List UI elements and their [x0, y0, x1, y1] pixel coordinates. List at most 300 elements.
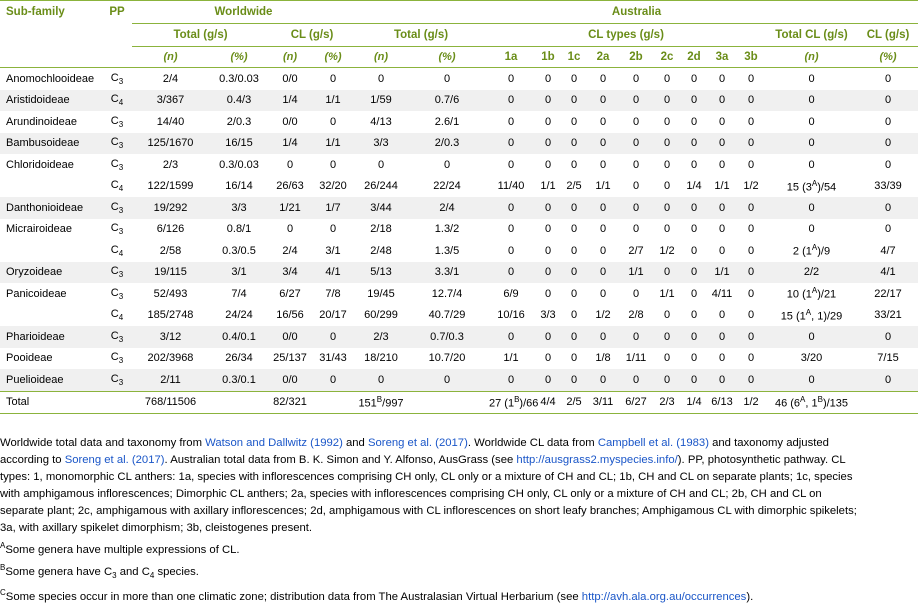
subfamily-cell: Panicoideae	[6, 287, 67, 300]
table-row	[0, 305, 918, 327]
value-cell: 60/299	[364, 309, 398, 322]
value-cell: 0	[544, 244, 552, 257]
header-row-3	[0, 47, 918, 68]
value-cell: 0	[561, 369, 587, 391]
header-type: 2c	[653, 47, 681, 68]
table-body	[0, 68, 918, 414]
value-cell: 5/13	[355, 262, 407, 284]
value-cell: 0/0	[269, 326, 311, 348]
total-cell	[311, 391, 355, 413]
value-cell: 0	[747, 158, 755, 171]
value-cell: 22/24	[433, 180, 461, 193]
value-cell: 0	[707, 90, 737, 112]
subfamily-cell	[0, 176, 102, 198]
table-row	[0, 90, 918, 112]
subfamily-cell: Puelioideae	[0, 369, 102, 391]
value-cell: 0	[632, 180, 640, 193]
value-cell: 0/0	[269, 369, 311, 391]
value-cell: 0	[561, 90, 587, 112]
header-ww-cl: CL (g/s)	[269, 24, 355, 47]
value-cell: 10.7/20	[428, 352, 466, 365]
value-cell: 0	[570, 244, 578, 257]
header-subfamily: Sub-family	[0, 1, 102, 24]
value-cell: 0	[653, 369, 681, 391]
value-cell: 3/20	[800, 352, 823, 365]
total-label: Total	[0, 391, 102, 413]
value-cell: 0	[653, 90, 681, 112]
subfamily-cell	[0, 240, 102, 262]
value-cell: 26/34	[225, 352, 253, 365]
value-cell: 0	[718, 115, 726, 128]
subfamily-cell: Bambusoideae	[0, 133, 102, 155]
value-cell: 202/3968	[147, 352, 194, 365]
value-cell: 0	[808, 72, 815, 85]
value-cell: 10 $(1^A)/21$	[786, 286, 837, 302]
value-cell: 0	[681, 133, 707, 155]
value-cell: 1/2	[659, 244, 675, 257]
value-cell: 15 $(3^A)/54$	[786, 178, 837, 194]
value-cell: 3/1	[209, 262, 269, 284]
total-cell: 1/2	[737, 391, 765, 413]
pathway-cell: $C_3$	[102, 262, 132, 284]
value-cell: 0	[690, 72, 698, 85]
total-cell: 6/27	[619, 391, 653, 413]
value-cell: 26/63	[276, 180, 304, 193]
value-cell: 1/7	[311, 197, 355, 219]
value-cell: 0	[443, 72, 451, 85]
value-cell: 0	[544, 72, 552, 85]
value-cell: 0	[599, 244, 607, 257]
subfamily-cell: Micrairoideae	[6, 223, 73, 236]
value-cell: 0	[858, 133, 918, 155]
value-cell: 16/15	[209, 133, 269, 155]
header-pp: PP	[102, 1, 132, 24]
value-cell: 0	[599, 223, 607, 236]
value-cell: 0	[561, 262, 587, 284]
value-cell: 7/4	[231, 287, 247, 300]
value-cell: 0	[707, 133, 737, 155]
value-cell: 0	[535, 262, 561, 284]
value-cell: 2/11	[132, 369, 209, 391]
value-cell: 0	[632, 158, 640, 171]
table-row	[0, 240, 918, 262]
value-cell: 0	[653, 262, 681, 284]
value-cell: 1/1	[707, 262, 737, 284]
value-cell: 0	[808, 158, 815, 171]
value-cell: 6/9	[503, 287, 519, 300]
value-cell: 0	[747, 352, 755, 365]
value-cell: 0	[544, 287, 552, 300]
header-type: 2d	[681, 47, 707, 68]
value-cell: 185/2748	[147, 309, 194, 322]
value-cell: 22/17	[874, 287, 902, 300]
table-row	[0, 133, 918, 155]
value-cell: 1/1	[714, 180, 730, 193]
value-cell: 0	[561, 197, 587, 219]
value-cell: 3/44	[355, 197, 407, 219]
value-cell: 0	[329, 158, 337, 171]
header-pct: (%)	[407, 47, 487, 68]
pathway-cell: $C_4$	[110, 308, 124, 323]
value-cell: 0	[690, 352, 698, 365]
value-cell: 6/126	[156, 223, 185, 236]
value-cell: 0	[737, 197, 765, 219]
header-cl-types: CL types (g/s)	[487, 24, 765, 47]
pathway-cell: $C_3$	[102, 369, 132, 391]
value-cell: 0	[619, 133, 653, 155]
value-cell: 2/8	[628, 309, 644, 322]
value-cell: 0	[690, 244, 698, 257]
subfamily-cell: Oryzoideae	[0, 262, 102, 284]
total-cell: $151^B/997$	[355, 391, 407, 413]
total-cell: 2/3	[653, 391, 681, 413]
subfamily-cell	[0, 305, 102, 327]
value-cell: 0	[561, 133, 587, 155]
value-cell: 0	[544, 115, 552, 128]
value-cell: 0	[570, 158, 578, 171]
value-cell: 4/1	[311, 262, 355, 284]
total-cell	[407, 391, 487, 413]
value-cell: 3/12	[132, 326, 209, 348]
value-cell: 1/8	[595, 352, 611, 365]
value-cell: 0	[858, 326, 918, 348]
table-row	[0, 262, 918, 284]
header-n: (n)	[355, 47, 407, 68]
value-cell: 19/292	[132, 197, 209, 219]
total-cell: 6/13	[707, 391, 737, 413]
total-cell	[209, 391, 269, 413]
value-cell: 0	[653, 197, 681, 219]
value-cell: 0	[663, 72, 671, 85]
subfamily-cell: Pooideae	[6, 352, 53, 365]
value-cell: 0	[286, 223, 294, 236]
value-cell: 0	[718, 352, 726, 365]
value-cell: 0	[765, 197, 858, 219]
value-cell: 0	[681, 197, 707, 219]
value-cell: 0	[747, 244, 755, 257]
value-cell: 0	[487, 197, 535, 219]
value-cell: 0	[570, 223, 578, 236]
value-cell: 0	[707, 369, 737, 391]
footnote-b: $^B$Some genera have $C_3$ and $C_4$ species.	[0, 562, 199, 580]
value-cell: 0	[718, 309, 726, 322]
value-cell: 0.7/0.3	[407, 326, 487, 348]
pathway-cell: $C_3$	[110, 351, 124, 366]
value-cell: 0	[747, 115, 755, 128]
value-cell: 0	[587, 262, 619, 284]
value-cell: 0	[808, 223, 815, 236]
value-cell: 10/16	[497, 309, 525, 322]
value-cell: 0.3/0.5	[222, 244, 256, 257]
value-cell: 0	[507, 244, 515, 257]
pathway-cell: $C_4$	[102, 90, 132, 112]
header-cl-gs: CL (g/s)	[858, 24, 918, 47]
citation-link[interactable]: Campbell et al. (1983)	[597, 437, 709, 449]
value-cell: 0	[653, 133, 681, 155]
pathway-cell: $C_3$	[110, 71, 124, 86]
value-cell: 0	[663, 352, 671, 365]
value-cell: 0	[663, 309, 671, 322]
value-cell: 2/18	[370, 223, 392, 236]
value-cell: 0	[377, 72, 385, 85]
value-cell: 2/5	[566, 180, 582, 193]
value-cell: 0	[718, 244, 726, 257]
value-cell: 1/21	[269, 197, 311, 219]
value-cell: 0	[632, 287, 640, 300]
value-cell: 2/2	[765, 262, 858, 284]
value-cell: 0	[599, 115, 607, 128]
value-cell: 19/115	[132, 262, 209, 284]
value-cell: 24/24	[225, 309, 253, 322]
table-notes	[0, 435, 866, 606]
value-cell: 1.3/5	[434, 244, 460, 257]
header-ww-total: Total (g/s)	[132, 24, 269, 47]
footnote-c: $^C$Some species occur in more than one climatic zone; distribution data from The Australasian Virtual Herbarium (see http://avh.ala.org.au/occurrences).	[0, 587, 754, 603]
total-cell: 1/4	[681, 391, 707, 413]
header-type: 1a	[487, 47, 535, 68]
value-cell: 0.3/0.1	[209, 369, 269, 391]
header-n: (n)	[132, 47, 209, 68]
value-cell: 0	[765, 369, 858, 391]
value-cell: 0	[737, 326, 765, 348]
value-cell: 0	[377, 158, 385, 171]
value-cell: 1/1	[540, 180, 556, 193]
value-cell: 0	[690, 158, 698, 171]
citation-link[interactable]: Soreng et al. (2017)	[367, 437, 468, 449]
subfamily-cell: Danthonioideae	[0, 197, 102, 219]
total-cell: 2/5	[561, 391, 587, 413]
total-cell: 46 ($6^A$, $1^B)/135$	[765, 391, 858, 413]
value-cell: 15 ($1^A$, 1)/29	[780, 307, 843, 323]
value-cell: 0	[561, 326, 587, 348]
value-cell: 2 $(1^A)/9$	[792, 243, 831, 259]
header-worldwide: Worldwide	[132, 1, 355, 24]
value-cell: 2/4	[407, 197, 487, 219]
value-cell: 0	[737, 90, 765, 112]
value-cell: 2.6/1	[434, 115, 460, 128]
value-cell: 0	[663, 158, 671, 171]
value-cell: 0	[587, 133, 619, 155]
pathway-cell: $C_3$	[110, 222, 124, 237]
value-cell: 0	[507, 115, 515, 128]
value-cell: 0	[535, 133, 561, 155]
value-cell: 0	[311, 326, 355, 348]
value-cell: 125/1670	[132, 133, 209, 155]
value-cell: 2/3	[162, 158, 179, 171]
value-cell: 20/17	[319, 309, 347, 322]
value-cell: 0	[663, 180, 671, 193]
value-cell: 0	[681, 90, 707, 112]
total-cell: 768/11506	[132, 391, 209, 413]
table-row	[0, 68, 918, 90]
value-cell: 3.3/1	[407, 262, 487, 284]
header-type: 2a	[587, 47, 619, 68]
value-cell: 0	[765, 133, 858, 155]
pathway-cell: $C_3$	[102, 326, 132, 348]
value-cell: 0	[570, 309, 578, 322]
value-cell: 4/11	[711, 287, 733, 300]
value-cell: 122/1599	[147, 180, 194, 193]
value-cell: 0	[663, 223, 671, 236]
subfamily-cell: Anomochlooideae	[6, 72, 95, 85]
value-cell: 0	[570, 287, 578, 300]
value-cell: 1/1	[311, 133, 355, 155]
value-cell: 40.7/29	[428, 309, 466, 322]
value-cell: 0	[619, 90, 653, 112]
value-cell: 0.4/0.1	[209, 326, 269, 348]
value-cell: 4/1	[858, 262, 918, 284]
value-cell: 0	[718, 158, 726, 171]
value-cell: 25/137	[273, 352, 307, 365]
value-cell: 0	[487, 369, 535, 391]
value-cell: 0	[535, 90, 561, 112]
value-cell: 0	[690, 115, 698, 128]
value-cell: 0	[765, 90, 858, 112]
value-cell: 0	[884, 223, 892, 236]
value-cell: 0	[587, 326, 619, 348]
value-cell: 0	[507, 72, 515, 85]
value-cell: 12.7/4	[431, 287, 463, 300]
header-australia: Australia	[355, 1, 918, 24]
value-cell: 0	[355, 369, 407, 391]
table-row	[0, 283, 918, 305]
value-cell: 3/3	[355, 133, 407, 155]
value-cell: 33/21	[874, 309, 902, 322]
value-cell: 0	[507, 158, 515, 171]
value-cell: 0	[653, 326, 681, 348]
header-type: 1c	[561, 47, 587, 68]
value-cell: 0	[535, 197, 561, 219]
value-cell: 0	[487, 90, 535, 112]
value-cell: 33/39	[874, 180, 902, 193]
value-cell: 0	[707, 197, 737, 219]
value-cell: 0	[737, 369, 765, 391]
value-cell: 0	[765, 326, 858, 348]
value-cell: 2/7	[628, 244, 644, 257]
value-cell: 0	[599, 287, 607, 300]
value-cell: 16/56	[276, 309, 304, 322]
value-cell: 32/20	[319, 180, 347, 193]
value-cell: 0	[632, 72, 640, 85]
table-row	[0, 326, 918, 348]
value-cell: 3/3	[209, 197, 269, 219]
subfamily-cell: Chloridoideae	[6, 158, 74, 171]
value-cell: 0	[587, 369, 619, 391]
table-row	[0, 369, 918, 391]
value-cell: 2/0.3	[407, 133, 487, 155]
pathway-cell: $C_3$	[110, 157, 124, 172]
table-row	[0, 111, 918, 133]
value-cell: 26/244	[364, 180, 398, 193]
header-n: (n)	[269, 47, 311, 68]
value-cell: 0	[737, 262, 765, 284]
value-cell: 0	[544, 223, 552, 236]
total-cell: 27 $(1^B)/66$	[487, 391, 535, 413]
subfamily-cell: Pharioideae	[0, 326, 102, 348]
ausgrass-link[interactable]: http://ausgrass2.myspecies.info/	[516, 454, 678, 466]
value-cell: 1/4	[269, 133, 311, 155]
value-cell: 0	[619, 369, 653, 391]
citation-link[interactable]: Watson and Dallwitz (1992)	[205, 437, 343, 449]
header-au-total: Total (g/s)	[355, 24, 487, 47]
subfamily-cell: Arundinoideae	[6, 115, 77, 128]
value-cell: 4/7	[880, 244, 896, 257]
total-cell: 82/321	[269, 391, 311, 413]
value-cell: 0	[443, 158, 451, 171]
value-cell: 0	[747, 223, 755, 236]
value-cell: 3/367	[132, 90, 209, 112]
table-row	[0, 176, 918, 198]
value-cell: 18/210	[364, 352, 398, 365]
value-cell: 0	[858, 90, 918, 112]
value-cell: 31/43	[319, 352, 347, 365]
pathway-cell: $C_3$	[110, 114, 124, 129]
value-cell: 0	[884, 115, 892, 128]
value-cell: 0	[718, 223, 726, 236]
value-cell: 0.7/6	[407, 90, 487, 112]
value-cell: 0	[544, 352, 552, 365]
avh-link[interactable]: http://avh.ala.org.au/occurrences	[581, 590, 747, 603]
table-row	[0, 348, 918, 370]
value-cell: 2/58	[159, 244, 182, 257]
value-cell: 0	[690, 287, 698, 300]
value-cell: 2/48	[370, 244, 392, 257]
value-cell: 0	[808, 115, 815, 128]
value-cell: 0	[681, 262, 707, 284]
value-cell: 0	[599, 72, 607, 85]
value-cell: 0	[544, 158, 552, 171]
value-cell: 0	[718, 72, 726, 85]
value-cell: 2/3	[355, 326, 407, 348]
total-cell	[102, 391, 132, 413]
table-row	[0, 154, 918, 176]
value-cell: 2/0.3	[226, 115, 252, 128]
header-pct: (%)	[311, 47, 355, 68]
value-cell: 0	[286, 158, 294, 171]
value-cell: 1/11	[625, 352, 647, 365]
value-cell: 0	[487, 326, 535, 348]
value-cell: 0.4/3	[209, 90, 269, 112]
value-cell: 0/0	[282, 115, 298, 128]
value-cell: 0	[690, 223, 698, 236]
header-type: 3b	[737, 47, 765, 68]
value-cell: 11/40	[497, 180, 525, 193]
value-cell: 0	[884, 158, 892, 171]
value-cell: 1/2	[743, 180, 759, 193]
value-cell: 0	[690, 309, 698, 322]
footnote-a: $^A$Some genera have multiple expressions of CL.	[0, 541, 240, 556]
value-cell: 16/14	[225, 180, 253, 193]
value-cell: 1/1	[619, 262, 653, 284]
value-cell: 0.3/0.03	[219, 72, 259, 85]
value-cell: 0	[858, 197, 918, 219]
value-cell: 0	[329, 72, 337, 85]
value-cell: 0	[858, 369, 918, 391]
value-cell: 1/59	[355, 90, 407, 112]
value-cell: 0	[407, 369, 487, 391]
citation-link[interactable]: Soreng et al. (2017)	[64, 454, 165, 466]
value-cell: 52/493	[153, 287, 188, 300]
header-total-cl: Total CL (g/s)	[765, 24, 858, 47]
value-cell: 19/45	[367, 287, 395, 300]
header-pct: (%)	[209, 47, 269, 68]
value-cell: 0	[737, 133, 765, 155]
value-cell: 1/4	[269, 90, 311, 112]
value-cell: 0	[507, 223, 515, 236]
value-cell: 0	[747, 309, 755, 322]
value-cell: 0	[487, 133, 535, 155]
header-type: 1b	[535, 47, 561, 68]
